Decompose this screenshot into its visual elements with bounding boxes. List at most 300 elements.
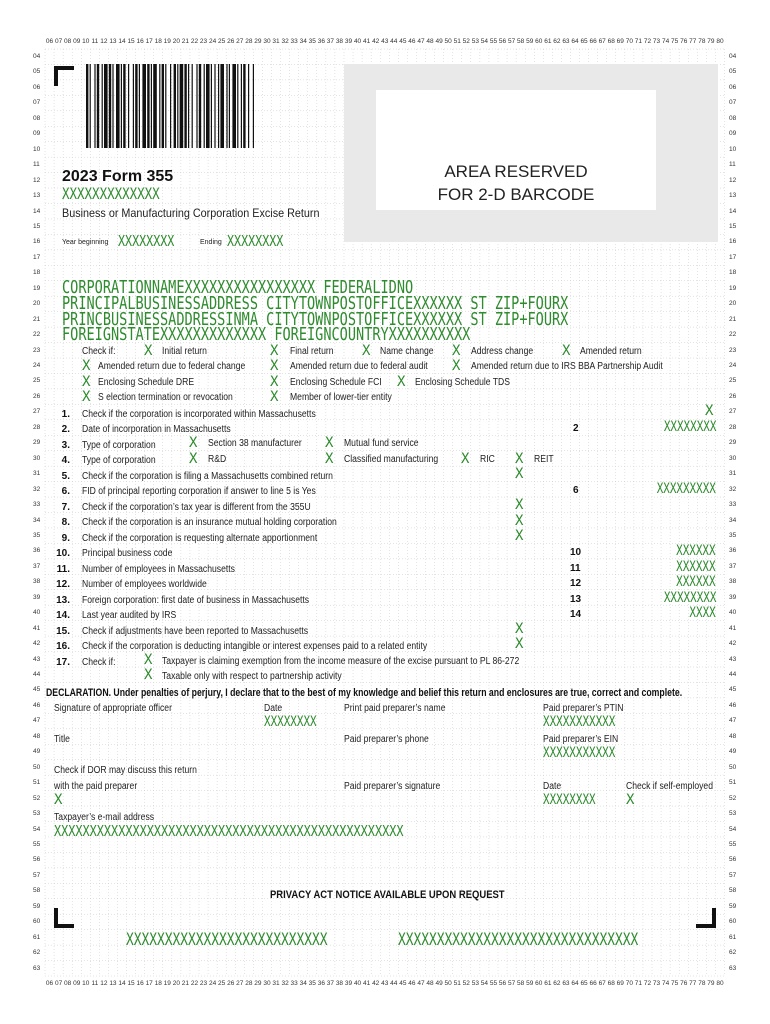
- line1-checkbox[interactable]: X: [705, 403, 714, 419]
- declaration-text: DECLARATION. Under penalties of perjury, I declare that to the best of my knowledge and belief this return and enclosures are true, correct and complete.: [46, 687, 683, 699]
- row-number: 35: [33, 531, 41, 539]
- row-number: 30: [33, 454, 41, 462]
- row-number: 38: [33, 578, 41, 586]
- column-number: 79: [707, 38, 715, 45]
- row-number: 60: [33, 918, 41, 926]
- column-number: 36: [317, 38, 325, 45]
- column-number: 21: [181, 38, 190, 45]
- column-number: 19: [163, 38, 171, 45]
- row-number: 11: [729, 161, 736, 169]
- column-number: 58: [517, 980, 525, 987]
- column-number: 39: [344, 38, 353, 45]
- line17a-checkbox[interactable]: X: [144, 652, 153, 668]
- enclosing-fci-checkbox[interactable]: X: [270, 374, 279, 390]
- row-number: 58: [729, 887, 737, 895]
- column-number: 32: [281, 980, 289, 987]
- column-number: 72: [643, 38, 652, 45]
- ending-field[interactable]: XXXXXXXX: [227, 232, 284, 250]
- column-number: 12: [100, 38, 108, 45]
- row-number: 47: [33, 717, 41, 725]
- rd-checkbox[interactable]: X: [189, 451, 198, 467]
- row-number: 58: [33, 887, 41, 895]
- reit-label: REIT: [534, 454, 554, 465]
- line-number: 15.: [56, 626, 70, 637]
- preparer-signature-label: Paid preparer’s signature: [344, 781, 441, 792]
- amended-federal-audit-checkbox[interactable]: X: [270, 358, 279, 374]
- column-number: 43: [381, 38, 389, 45]
- column-number: 45: [399, 980, 407, 987]
- barcode-bar: [241, 64, 242, 148]
- column-number: 76: [680, 980, 688, 987]
- column-number: 15: [127, 980, 135, 987]
- column-number: 07: [54, 38, 63, 45]
- barcode-bar: [139, 64, 140, 148]
- form-subtitle: Business or Manufacturing Corporation Excise Return: [62, 206, 320, 220]
- barcode-bar: [220, 64, 224, 148]
- row-number: 45: [729, 686, 737, 694]
- row-number: 37: [33, 562, 41, 570]
- row-number: 19: [729, 284, 737, 292]
- enclosing-dre-checkbox[interactable]: X: [82, 374, 91, 390]
- column-number: 09: [73, 980, 81, 987]
- row-number: 31: [33, 470, 41, 478]
- column-number: 64: [571, 980, 579, 987]
- line2-field[interactable]: XXXXXXXX: [663, 419, 716, 435]
- barcode-bar: [112, 64, 113, 148]
- column-number: 25: [218, 980, 226, 987]
- row-number: 06: [33, 83, 41, 91]
- line12-field[interactable]: XXXXXX: [676, 574, 716, 590]
- column-number: 25: [218, 38, 226, 45]
- row-number: 30: [729, 454, 737, 462]
- row-number: 55: [729, 840, 737, 848]
- column-number: 57: [507, 38, 516, 45]
- column-number: 79: [707, 980, 715, 987]
- row-number: 44: [729, 671, 737, 678]
- column-number: 61: [544, 980, 552, 987]
- row-number: 25: [33, 377, 41, 385]
- column-number: 06: [45, 980, 54, 987]
- row-number: 48: [33, 732, 41, 740]
- column-number: 08: [64, 980, 72, 987]
- column-number: 14: [118, 980, 126, 987]
- row-number: 43: [729, 655, 737, 663]
- column-number: 41: [363, 980, 371, 987]
- row-number: 06: [729, 83, 737, 91]
- preparer-name-label: Print paid preparer’s name: [344, 703, 446, 714]
- column-number: 52: [462, 980, 470, 987]
- column-number: 69: [616, 38, 624, 45]
- line15-checkbox[interactable]: X: [515, 621, 524, 637]
- row-number: 29: [729, 439, 737, 447]
- row-number: 45: [33, 686, 41, 694]
- enclosing-dre-label: Enclosing Schedule DRE: [98, 377, 195, 388]
- address-line-3[interactable]: PRINCBUSINESSADDRESSINMA CITYTOWNPOSTOFFICEXXXXXX ST ZIP+FOURX: [62, 310, 569, 330]
- column-number: 51: [453, 38, 461, 45]
- row-number: 20: [33, 300, 41, 308]
- column-number: 27: [236, 980, 244, 987]
- column-number: 35: [308, 38, 316, 45]
- barcode-bar: [165, 64, 166, 148]
- line-text: Check if:: [82, 657, 116, 668]
- barcode-reserved-line1: AREA RESERVED: [444, 162, 588, 181]
- classified-mfg-label: Classified manufacturing: [344, 454, 439, 465]
- column-number: 12: [100, 980, 108, 987]
- column-number: 42: [372, 980, 380, 987]
- row-number: 52: [729, 794, 737, 802]
- line8-checkbox[interactable]: X: [515, 513, 524, 529]
- line-number: 10.: [56, 548, 70, 559]
- row-number: 52: [33, 794, 41, 802]
- row-number: 50: [33, 763, 41, 771]
- line11-number: 11: [570, 563, 581, 574]
- preparer-date-field[interactable]: XXXXXXXX: [543, 792, 596, 808]
- line-number: 16.: [56, 641, 70, 652]
- row-number: 27: [33, 408, 41, 416]
- barcode-bar: [253, 64, 254, 148]
- barcode-bar: [199, 64, 201, 148]
- final-return-checkbox[interactable]: X: [270, 343, 279, 359]
- row-number: 28: [729, 423, 737, 431]
- line-text: Type of corporation: [82, 440, 156, 451]
- row-number: 09: [729, 130, 737, 138]
- column-number: 71: [634, 38, 643, 45]
- column-number: 70: [625, 38, 633, 45]
- column-number: 31: [272, 980, 280, 987]
- line17a-label: Taxpayer is claiming exemption from the income measure of the excise pursuant to PL 86-272: [162, 656, 520, 667]
- column-number: 53: [471, 38, 479, 45]
- column-number: 33: [290, 38, 298, 45]
- column-number: 80: [716, 980, 724, 987]
- line-text: Check if the corporation is incorporated within Massachusetts: [82, 409, 316, 420]
- row-number: 09: [33, 130, 41, 138]
- column-number: 13: [109, 38, 117, 45]
- form-title: 2023 Form 355: [62, 168, 174, 185]
- officer-signature-label: Signature of appropriate officer: [54, 703, 172, 714]
- s-election-checkbox[interactable]: X: [82, 389, 91, 405]
- barcode-bar: [147, 64, 149, 148]
- address-line-2[interactable]: PRINCIPALBUSINESSADDRESS CITYTOWNPOSTOFFICEXXXXXX ST ZIP+FOURX: [62, 294, 569, 314]
- line-text: Check if adjustments have been reported to Massachusetts: [82, 626, 309, 637]
- enclosing-tds-checkbox[interactable]: X: [397, 374, 406, 390]
- ric-label: RIC: [480, 454, 495, 465]
- barcode-bar: [153, 64, 157, 148]
- row-number: 57: [33, 871, 41, 879]
- column-number: 15: [127, 38, 135, 45]
- column-number: 67: [598, 980, 606, 987]
- line-text: Date of incorporation in Massachusetts: [82, 424, 231, 435]
- lower-tier-checkbox[interactable]: X: [270, 389, 279, 405]
- row-number: 44: [33, 671, 41, 678]
- address-line-1[interactable]: CORPORATIONNAMEXXXXXXXXXXXXXXXX FEDERALIDNO: [62, 278, 414, 298]
- line-text: Check if the corporation is deducting intangible or interest expenses paid to a related entity: [82, 641, 428, 652]
- column-number: 61: [544, 38, 552, 45]
- line-number: 6.: [61, 486, 70, 497]
- row-number: 42: [729, 640, 737, 648]
- column-number: 11: [91, 980, 99, 987]
- line16-checkbox[interactable]: X: [515, 636, 524, 652]
- lower-tier-label: Member of lower-tier entity: [290, 392, 392, 403]
- row-number: 54: [729, 825, 737, 833]
- column-number: 63: [562, 980, 570, 987]
- barcode-image: [86, 64, 324, 148]
- preparer-ptin-field[interactable]: XXXXXXXXXXX: [543, 714, 616, 730]
- barcode-reserved-line2: FOR 2-D BARCODE: [437, 185, 595, 204]
- column-number: 59: [526, 38, 534, 45]
- barcode-bar: [109, 64, 111, 148]
- column-number: 24: [208, 38, 217, 45]
- row-number: 13: [33, 192, 41, 200]
- row-number: 22: [729, 331, 737, 339]
- column-number: 41: [363, 38, 371, 45]
- row-number: 26: [33, 392, 41, 400]
- column-number: 21: [181, 980, 190, 987]
- line5-checkbox[interactable]: X: [515, 466, 524, 482]
- footer-code-right: XXXXXXXXXXXXXXXXXXXXXXXXXXXXXXX: [398, 930, 639, 949]
- column-number: 59: [526, 980, 534, 987]
- row-number: 61: [729, 933, 737, 941]
- sec38-checkbox[interactable]: X: [189, 435, 198, 451]
- line6-field[interactable]: XXXXXXXXX: [656, 481, 716, 497]
- column-number: 48: [426, 980, 434, 987]
- column-number: 50: [444, 38, 452, 45]
- barcode-bar: [196, 64, 197, 148]
- line6-number: 6: [573, 485, 579, 496]
- row-number: 22: [33, 331, 41, 339]
- row-number: 51: [33, 779, 41, 787]
- column-number: 46: [408, 980, 416, 987]
- column-number: 29: [254, 980, 262, 987]
- column-number: 36: [317, 980, 325, 987]
- column-number: 58: [517, 38, 525, 45]
- column-number: 23: [199, 980, 208, 987]
- row-number: 47: [729, 717, 737, 725]
- barcode-bar: [102, 64, 103, 148]
- line14-number: 14: [570, 609, 582, 620]
- officer-date-label: Date: [264, 703, 283, 714]
- officer-date-field[interactable]: XXXXXXXX: [264, 714, 317, 730]
- barcode-bar: [248, 64, 249, 148]
- column-number: 65: [580, 980, 588, 987]
- column-number: 47: [417, 980, 425, 987]
- line7-checkbox[interactable]: X: [515, 497, 524, 513]
- self-employed-checkbox[interactable]: X: [626, 792, 635, 808]
- line10-field[interactable]: XXXXXX: [676, 543, 716, 559]
- column-number: 78: [698, 38, 706, 45]
- mutual-fund-label: Mutual fund service: [344, 438, 419, 449]
- preparer-phone-label: Paid preparer’s phone: [344, 734, 429, 745]
- self-employed-label: Check if self-employed: [626, 781, 713, 792]
- barcode-bar: [135, 64, 137, 148]
- column-number: 66: [589, 980, 597, 987]
- row-number: 16: [33, 238, 41, 246]
- column-number: 69: [616, 980, 624, 987]
- barcode-bar: [128, 64, 129, 148]
- line13-field[interactable]: XXXXXXXX: [663, 590, 716, 606]
- row-number: 40: [729, 609, 737, 617]
- line14-field[interactable]: XXXX: [689, 605, 716, 621]
- row-number: 29: [33, 439, 41, 447]
- row-number: 36: [729, 547, 737, 555]
- barcode-bar: [121, 64, 122, 148]
- line11-field[interactable]: XXXXXX: [676, 559, 716, 575]
- column-number: 06: [45, 38, 54, 45]
- row-number: 38: [729, 578, 737, 586]
- classified-mfg-checkbox[interactable]: X: [325, 451, 334, 467]
- column-number: 10: [82, 38, 90, 45]
- dor-discuss-checkbox[interactable]: X: [54, 792, 63, 808]
- column-number: 16: [136, 38, 144, 45]
- row-number: 37: [729, 562, 737, 570]
- amended-irs-bba-label: Amended return due to IRS BBA Partnership Audit: [471, 361, 663, 372]
- preparer-ptin-label: Paid preparer’s PTIN: [543, 703, 624, 714]
- row-number: 27: [729, 408, 737, 416]
- row-number: 34: [729, 516, 737, 524]
- row-number: 62: [33, 949, 41, 957]
- barcode-bar: [180, 64, 184, 148]
- column-number: 60: [535, 38, 543, 45]
- row-number: 54: [33, 825, 41, 833]
- column-number: 20: [172, 38, 180, 45]
- row-number: 08: [33, 114, 41, 122]
- barcode-bar: [104, 64, 108, 148]
- row-number: 10: [33, 145, 41, 153]
- barcode-bar: [133, 64, 134, 148]
- column-number: 34: [299, 980, 307, 987]
- row-number: 13: [729, 192, 737, 200]
- barcode-bar: [174, 64, 176, 148]
- column-number: 80: [716, 38, 724, 45]
- barcode-bar: [86, 64, 88, 148]
- column-number: 14: [118, 38, 126, 45]
- email-field[interactable]: XXXXXXXXXXXXXXXXXXXXXXXXXXXXXXXXXXXXXXXXXXXXXXXXX: [54, 822, 404, 840]
- column-number: 27: [236, 38, 244, 45]
- barcode-bar: [177, 64, 178, 148]
- line-text: Check if the corporation’s tax year is different from the 355U: [82, 502, 311, 513]
- column-number: 54: [480, 38, 489, 45]
- line-number: 5.: [61, 471, 70, 482]
- row-number: 43: [33, 655, 41, 663]
- amended-return-checkbox[interactable]: X: [562, 343, 571, 359]
- barcode-bar: [214, 64, 215, 148]
- column-number: 30: [263, 38, 271, 45]
- column-number: 44: [390, 38, 398, 45]
- column-number: 10: [82, 980, 90, 987]
- initial-return-checkbox[interactable]: X: [144, 343, 153, 359]
- column-number: 73: [652, 38, 661, 45]
- preparer-date-label: Date: [543, 781, 562, 792]
- address-change-label: Address change: [471, 346, 534, 357]
- barcode-reserved-area: [344, 64, 718, 242]
- form-id[interactable]: XXXXXXXXXXXXX: [62, 184, 160, 203]
- column-number: 64: [571, 38, 579, 45]
- address-line-4[interactable]: FOREIGNSTATEXXXXXXXXXXXXX FOREIGNCOUNTRYXXXXXXXXXX: [62, 325, 471, 345]
- barcode-bar: [116, 64, 120, 148]
- line-text: Check if the corporation is requesting alternate apportionment: [82, 533, 318, 544]
- row-number: 07: [729, 99, 737, 107]
- mutual-fund-checkbox[interactable]: X: [325, 435, 334, 451]
- row-number: 59: [729, 902, 737, 910]
- line-text: Foreign corporation: first date of business in Massachusetts: [82, 595, 310, 606]
- line-number: 12.: [56, 579, 70, 590]
- amended-irs-bba-checkbox[interactable]: X: [452, 358, 461, 374]
- row-number: 61: [33, 933, 41, 941]
- address-change-checkbox[interactable]: X: [452, 343, 461, 359]
- year-beginning-label: Year beginning: [62, 239, 109, 246]
- reit-checkbox[interactable]: X: [515, 451, 524, 467]
- year-beginning-field[interactable]: XXXXXXXX: [118, 232, 175, 250]
- row-number: 53: [729, 810, 737, 818]
- row-number: 12: [729, 176, 737, 184]
- column-number: 19: [163, 980, 171, 987]
- column-number: 55: [489, 980, 498, 987]
- row-number: 12: [33, 176, 41, 184]
- barcode-bar: [90, 64, 91, 148]
- column-number: 23: [199, 38, 208, 45]
- row-number: 32: [33, 485, 41, 493]
- name-change-checkbox[interactable]: X: [362, 343, 371, 359]
- column-number: 42: [372, 38, 380, 45]
- preparer-ein-field[interactable]: XXXXXXXXXXX: [543, 745, 616, 761]
- column-number: 71: [634, 980, 643, 987]
- column-number: 72: [643, 980, 652, 987]
- row-number: 05: [729, 68, 737, 76]
- row-number: 18: [33, 269, 41, 277]
- sec38-label: Section 38 manufacturer: [208, 438, 302, 449]
- column-number: 70: [625, 980, 633, 987]
- amended-federal-change-label: Amended return due to federal change: [98, 361, 246, 372]
- barcode-bar: [123, 64, 125, 148]
- column-number: 78: [698, 980, 706, 987]
- line-number: 13.: [56, 595, 70, 606]
- column-number: 39: [344, 980, 353, 987]
- column-number: 07: [54, 980, 63, 987]
- amended-federal-change-checkbox[interactable]: X: [82, 358, 91, 374]
- barcode-bar: [142, 64, 146, 148]
- column-number: 18: [154, 38, 162, 45]
- column-number: 37: [326, 980, 334, 987]
- barcode-bar: [192, 64, 193, 148]
- row-number: 34: [33, 516, 41, 524]
- line17b-checkbox[interactable]: X: [144, 667, 153, 683]
- barcode-bar: [226, 64, 227, 148]
- line9-checkbox[interactable]: X: [515, 528, 524, 544]
- row-number: 36: [33, 547, 41, 555]
- column-number: 67: [598, 38, 606, 45]
- column-number: 50: [444, 980, 452, 987]
- column-number: 31: [272, 38, 280, 45]
- row-number: 49: [729, 748, 737, 756]
- row-number: 33: [33, 501, 41, 509]
- line-text: Last year audited by IRS: [82, 610, 177, 621]
- column-number: 28: [245, 38, 253, 45]
- line-number: 3.: [61, 440, 70, 451]
- barcode-reserved-text: [376, 160, 656, 206]
- barcode-bar: [229, 64, 230, 148]
- column-number: 52: [462, 38, 470, 45]
- column-number: 55: [489, 38, 498, 45]
- line-number: 8.: [61, 517, 70, 528]
- row-number: 46: [729, 701, 737, 709]
- ric-checkbox[interactable]: X: [461, 451, 470, 467]
- column-number: 38: [335, 980, 344, 987]
- row-number: 62: [729, 949, 737, 957]
- row-number: 07: [33, 99, 41, 107]
- column-number: 56: [498, 980, 507, 987]
- column-number: 48: [426, 38, 434, 45]
- row-number: 23: [33, 346, 41, 354]
- row-number: 15: [33, 222, 41, 230]
